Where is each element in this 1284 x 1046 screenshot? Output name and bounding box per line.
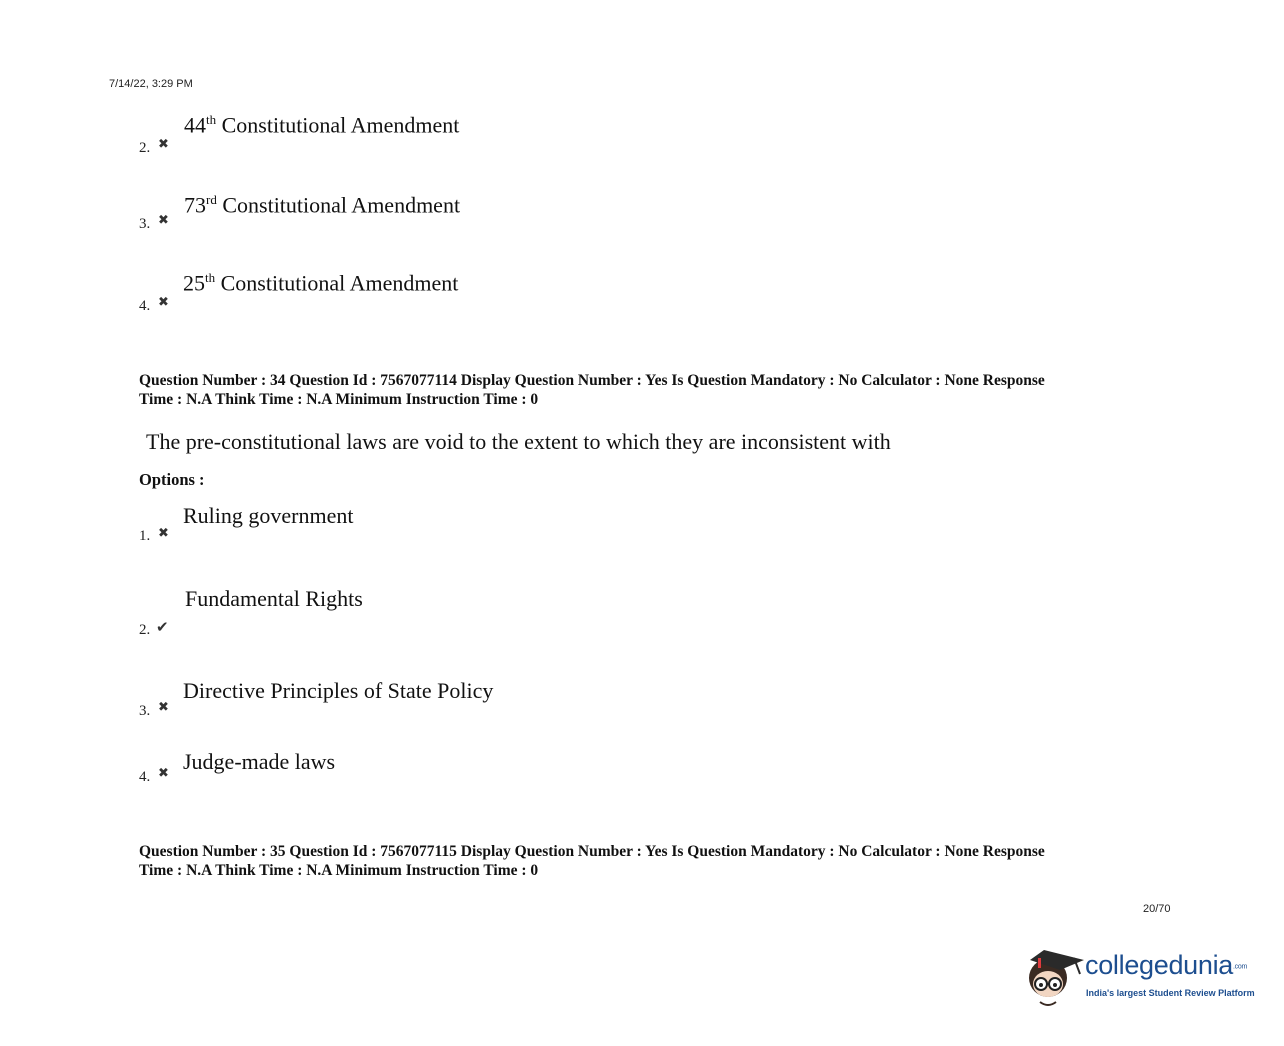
option-number: 4.: [139, 298, 151, 314]
question-35-meta: [139, 842, 1169, 880]
brand-logo-text: collegedunia.com: [1085, 950, 1248, 980]
brand-tagline: India's largest Student Review Platform: [1086, 988, 1255, 998]
option-text: Fundamental Rights: [185, 586, 363, 611]
cross-mark-icon: ✖: [158, 295, 169, 310]
option-text: 25th Constitutional Amendment: [183, 270, 459, 296]
option-number: 3.: [139, 703, 151, 719]
question-meta-line: Time : N.A Think Time : N.A Minimum Instruction Time : 0: [139, 391, 539, 408]
cross-mark-icon: ✖: [158, 766, 169, 781]
cross-mark-icon: ✖: [158, 213, 169, 228]
option-text: 44th Constitutional Amendment: [184, 112, 460, 138]
question-34-meta: [139, 371, 1169, 409]
option-text: Directive Principles of State Policy: [183, 678, 494, 703]
cross-mark-icon: ✖: [158, 526, 169, 541]
cross-mark-icon: ✖: [158, 700, 169, 715]
cross-mark-icon: ✖: [158, 137, 169, 152]
print-timestamp: 7/14/22, 3:29 PM: [109, 78, 193, 90]
question-34-text: The pre-constitutional laws are void to the extent to which they are inconsistent with: [146, 429, 891, 454]
option-number: 4.: [139, 769, 151, 785]
option-text: 73rd Constitutional Amendment: [184, 192, 461, 218]
question-meta-line: Question Number : 35 Question Id : 7567077115 Display Question Number : Yes Is Question Mandatory : No Calculator : None Response: [139, 843, 1045, 860]
question-meta-line: Question Number : 34 Question Id : 7567077114 Display Question Number : Yes Is Question Mandatory : No Calculator : None Response: [139, 372, 1045, 389]
option-number: 2.: [139, 140, 151, 156]
option-text: Ruling government: [183, 503, 354, 528]
option-number: 2.: [139, 622, 151, 638]
option-number: 1.: [139, 528, 151, 544]
page-number: 20/70: [1143, 903, 1171, 915]
option-text: Judge-made laws: [183, 749, 336, 774]
question-meta-line: Time : N.A Think Time : N.A Minimum Instruction Time : 0: [139, 862, 539, 879]
option-number: 3.: [139, 216, 151, 232]
check-mark-icon: ✔: [156, 618, 169, 636]
options-label: Options :: [139, 470, 205, 489]
